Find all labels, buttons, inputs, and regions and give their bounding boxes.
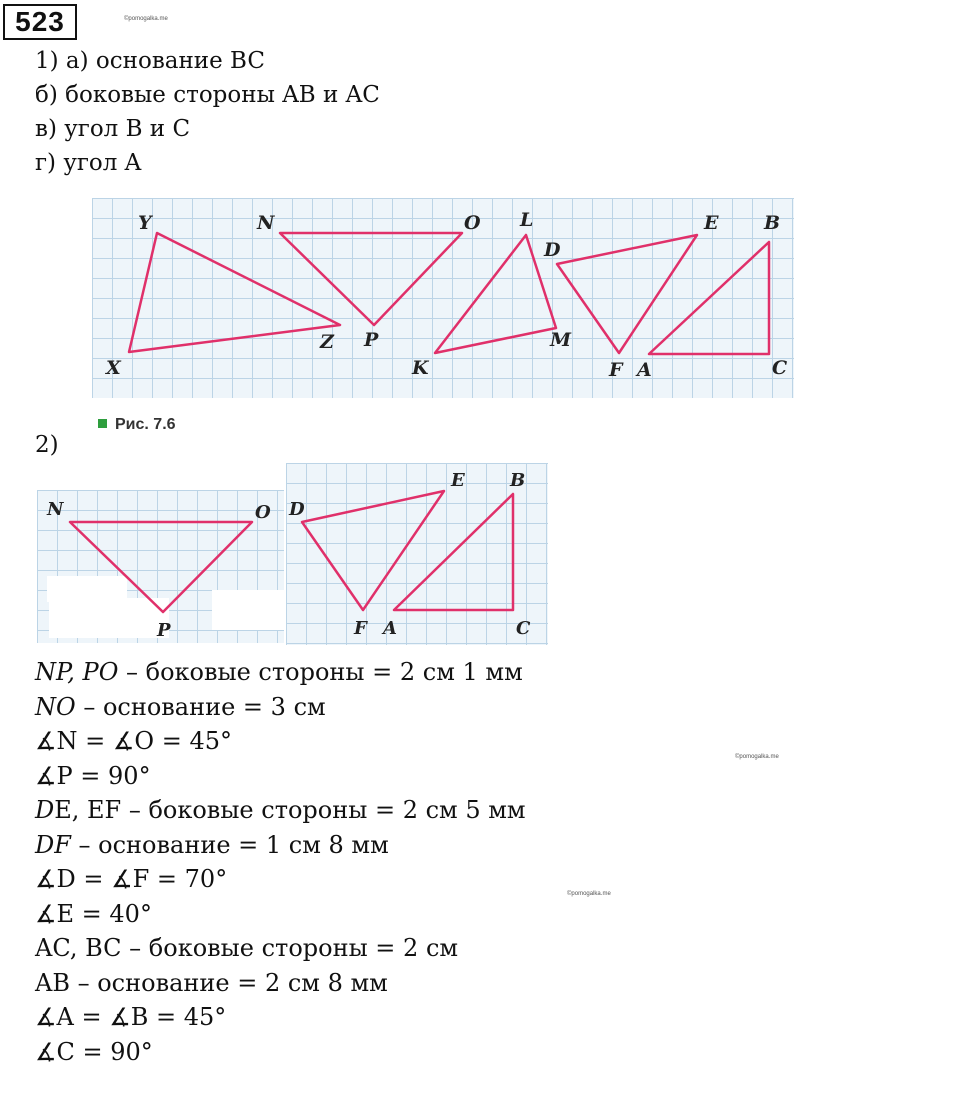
label-c2: C (516, 618, 531, 639)
label-o: O (464, 212, 481, 234)
answer-line: ∡N = ∡O = 45° (35, 727, 232, 755)
triangle-nop (280, 233, 462, 325)
answer-line: AB – основание = 2 см 8 мм (35, 968, 388, 997)
label-c: C (772, 357, 788, 379)
part2-answers (35, 655, 526, 1069)
triangle-xyz (129, 233, 340, 352)
answer-line: ∡P = 90° (35, 761, 151, 790)
label-y: Y (138, 212, 152, 234)
figure-def-abc-drawing (286, 463, 548, 645)
figure-caption-text: Рис. 7.6 (115, 416, 176, 433)
label-e: E (704, 212, 719, 234)
label-z: Z (320, 331, 334, 353)
answer-line: ∡E = 40° (35, 899, 152, 928)
part1-line-b: б) боковые стороны AB и AC (35, 82, 380, 108)
answer-line: ∡A = ∡B = 45° (35, 1003, 227, 1031)
label-a2: A (383, 618, 397, 639)
figure-caption (98, 416, 176, 434)
watermark: ©pomogalka.me (567, 891, 611, 897)
answer-line: ∡C = 90° (35, 1037, 153, 1066)
label-d2: D (289, 499, 305, 520)
task-number: 523 (3, 4, 77, 40)
triangle-klm (435, 235, 556, 353)
label-d: D (544, 239, 561, 261)
label-o2: O (255, 502, 271, 523)
part1-line-v: в) угол B и C (35, 116, 191, 142)
watermark: ©pomogalka.me (124, 16, 168, 22)
label-n2: N (47, 499, 64, 520)
label-k: K (412, 357, 429, 379)
label-f: F (609, 359, 623, 381)
whiteout-patch (212, 590, 284, 630)
answer-line: ∡D = ∡F = 70° (35, 865, 228, 893)
label-f2: F (354, 618, 367, 639)
label-b: B (764, 212, 781, 234)
label-m: M (550, 329, 572, 351)
figure-nop-drawing (37, 490, 284, 643)
answer-line: NO – основание = 3 см (35, 692, 326, 721)
label-b2: B (510, 470, 526, 491)
answer-line: NP, PO – боковые стороны = 2 см 1 мм (35, 658, 523, 686)
label-n: N (257, 212, 275, 234)
label-p2: P (157, 620, 171, 641)
figure-7-6 (92, 198, 794, 398)
label-e2: E (451, 470, 465, 491)
whiteout-patch (49, 598, 169, 638)
part1-answers (35, 44, 380, 180)
triangle-def-part2 (302, 491, 444, 610)
triangle-abc-part2 (394, 494, 513, 610)
label-l: L (520, 209, 534, 231)
figure-7-6-drawing (92, 198, 794, 398)
triangle-abc (649, 242, 769, 354)
label-a: A (637, 359, 652, 381)
caption-marker (98, 419, 107, 428)
figure-def-abc (286, 463, 548, 645)
answer-line: DF – основание = 1 см 8 мм (35, 830, 389, 859)
figure-nop (37, 490, 284, 643)
label-p: P (364, 329, 379, 351)
answer-line: AC, BC – боковые стороны = 2 см (35, 934, 459, 962)
part2-label: 2) (35, 432, 59, 458)
part1-line-a: 1) а) основание BC (35, 48, 265, 74)
label-x: X (106, 357, 121, 379)
watermark: ©pomogalka.me (735, 754, 779, 760)
answer-line: DE, EF – боковые стороны = 2 см 5 мм (35, 796, 526, 824)
triangle-def (557, 235, 697, 353)
part1-line-g: г) угол A (35, 150, 142, 176)
